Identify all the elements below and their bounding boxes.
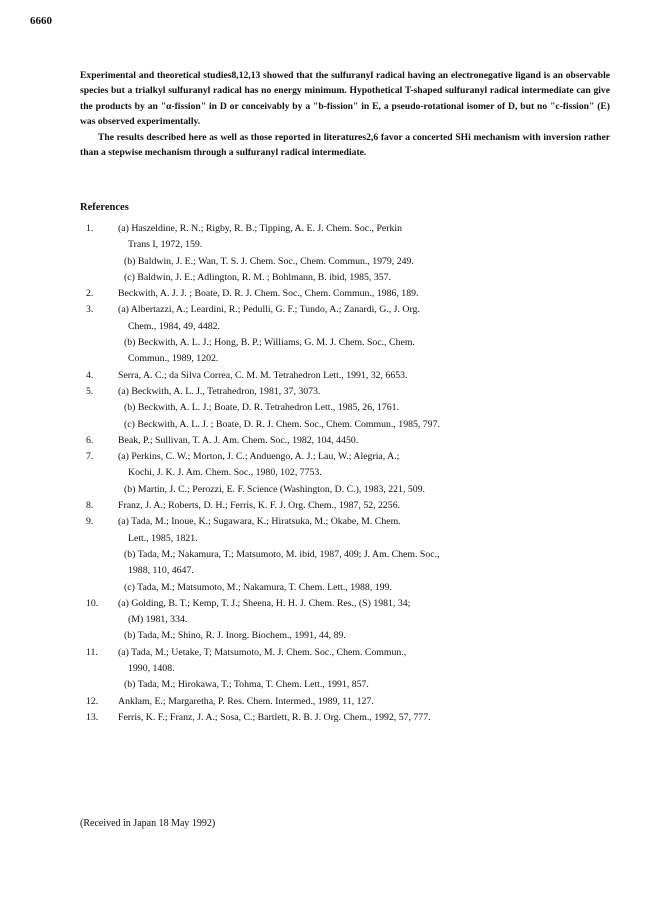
reference-line: (c) Tada, M.; Matsumoto, M.; Nakamura, T. Chem. Lett., 1988, 199. bbox=[124, 581, 392, 593]
reference-number: 8. bbox=[86, 500, 94, 512]
reference-line: Beckwith, A. J. J. ; Boate, D. R. J. Chem. Soc., Chem. Commun., 1986, 189. bbox=[118, 288, 419, 300]
reference-number: 1. bbox=[86, 223, 94, 234]
reference-number: 13. bbox=[86, 711, 99, 723]
reference-line: (b) Tada, M.; Hirokawa, T.; Tohma, T. Chem. Lett., 1991, 857. bbox=[124, 679, 369, 691]
reference-line: Anklam, E.; Margaretha, P. Res. Chem. Intermed., 1989, 11, 127. bbox=[118, 695, 374, 707]
reference-line: 1988, 110, 4647. bbox=[128, 565, 194, 577]
reference-line: (c) Beckwith, A. L. J. ; Boate, D. R. J. Chem. Soc., Chem. Commun., 1985, 797. bbox=[124, 418, 440, 430]
reference-number: 4. bbox=[86, 369, 94, 381]
reference-number: 11. bbox=[86, 646, 98, 658]
reference-line: (a) Haszeldine, R. N.; Rigby, R. B.; Tipping, A. E. J. Chem. Soc., Perkin bbox=[118, 223, 403, 234]
reference-line: (c) Baldwin, J. E.; Adlington, R. M. ; Bohlmann, B. ibid, 1985, 357. bbox=[124, 271, 391, 283]
reference-line: Lett., 1985, 1821. bbox=[128, 532, 198, 544]
reference-line: 1990, 1408. bbox=[128, 663, 175, 675]
reference-number: 6. bbox=[86, 434, 94, 446]
reference-line: (a) Perkins, C. W.; Morton, J. C.; Anduengo, A. J.; Lau, W.; Alegria, A.; bbox=[118, 451, 400, 463]
reference-line: Trans I, 1972, 159. bbox=[128, 239, 203, 251]
reference-item bbox=[80, 645, 640, 694]
reference-line: (b) Beckwith, A. L. J.; Hong, B. P.; Williams, G. M. J. Chem. Soc., Chem. bbox=[124, 337, 415, 349]
reference-item bbox=[80, 302, 640, 367]
reference-number: 7. bbox=[86, 451, 94, 463]
reference-item bbox=[80, 710, 640, 726]
reference-line: (b) Martin, J. C.; Perozzi, E. F. Science (Washington, D. C.), 1983, 221, 509. bbox=[124, 483, 426, 495]
paragraph-1: Experimental and theoretical studies8,12,13 showed that the sulfuranyl radical having an electronegative ligand is an observable species but a trialkyl sulfuranyl radical has no energy minimum. Hypothetical T-shaped sulfuranyl radical intermediate can give the products by an "α-fission" in D or conceivably by a "b-fission" in E, a pseudo-rotational isomer of D, but no "c-fission" (E) was observed experimentally. bbox=[80, 70, 610, 128]
reference-number: 9. bbox=[86, 516, 94, 528]
reference-item bbox=[80, 498, 640, 514]
reference-line: Chem., 1984, 49, 4482. bbox=[128, 320, 220, 332]
references-heading: References bbox=[80, 202, 129, 213]
page-number: 6660 bbox=[30, 15, 52, 27]
reference-line: Ferris, K. F.; Franz, J. A.; Sosa, C.; Bartlett, R. B. J. Org. Chem., 1992, 57, 777. bbox=[118, 711, 431, 723]
reference-item bbox=[80, 514, 640, 595]
reference-item bbox=[80, 286, 640, 302]
reference-item bbox=[80, 433, 640, 449]
reference-line: Franz, J. A.; Roberts, D. H.; Ferris, K. F. J. Org. Chem., 1987, 52, 2256. bbox=[118, 500, 401, 512]
reference-line: (b) Baldwin, J. E.; Wan, T. S. J. Chem. Soc., Chem. Commun., 1979, 249. bbox=[124, 255, 414, 267]
received-date: (Received in Japan 18 May 1992) bbox=[80, 818, 216, 829]
reference-number: 5. bbox=[86, 385, 94, 397]
reference-line: (a) Golding, B. T.; Kemp, T. J.; Sheena, H. H. J. Chem. Res., (S) 1981, 34; bbox=[118, 597, 411, 609]
reference-line: Beak, P.; Sullivan, T. A. J. Am. Chem. Soc., 1982, 104, 4450. bbox=[118, 434, 359, 446]
reference-item bbox=[80, 596, 640, 645]
reference-number: 12. bbox=[86, 695, 99, 707]
reference-number: 2. bbox=[86, 288, 94, 300]
reference-item bbox=[80, 694, 640, 710]
reference-number: 10. bbox=[86, 597, 99, 609]
reference-line: (a) Tada, M.; Inoue, K.; Sugawara, K.; Hiratsuka, M.; Okabe, M. Chem. bbox=[118, 516, 401, 528]
reference-line: (M) 1981, 334. bbox=[128, 614, 188, 626]
body-text bbox=[80, 68, 610, 160]
reference-line: (a) Albertazzi, A.; Leardini, R.; Pedulli, G. F.; Tundo, A.; Zanardi, G., J. Org. bbox=[118, 304, 420, 316]
reference-item bbox=[80, 449, 640, 498]
reference-number: 3. bbox=[86, 304, 94, 316]
reference-line: (a) Beckwith, A. L. J., Tetrahedron, 1981, 37, 3073. bbox=[118, 385, 321, 397]
reference-item bbox=[80, 221, 640, 286]
reference-line: Kochi, J. K. J. Am. Chem. Soc., 1980, 102, 7753. bbox=[128, 467, 322, 479]
reference-item bbox=[80, 368, 640, 384]
reference-line: Serra, A. C.; da Silva Correa, C. M. M. Tetrahedron Lett., 1991, 32, 6653. bbox=[118, 369, 408, 381]
paragraph-2: The results described here as well as those reported in literatures2,6 favor a concerted SHi mechanism with inversion rather than a stepwise mechanism through a sulfuranyl radical intermediate. bbox=[80, 131, 610, 159]
reference-line: (b) Tada, M.; Shino, R. J. Inorg. Biochem., 1991, 44, 89. bbox=[124, 630, 346, 642]
reference-line: Commun., 1989, 1202. bbox=[128, 353, 219, 365]
reference-item bbox=[80, 384, 640, 433]
reference-line: (a) Tada, M.; Uetake, T; Matsumoto, M. J. Chem. Soc., Chem. Commun., bbox=[118, 646, 407, 658]
reference-list bbox=[80, 221, 640, 726]
reference-line: (b) Beckwith, A. L. J.; Boate, D. R. Tetrahedron Lett., 1985, 26, 1761. bbox=[124, 402, 400, 414]
reference-line: (b) Tada, M.; Nakamura, T.; Matsumoto, M. ibid, 1987, 409; J. Am. Chem. Soc., bbox=[124, 548, 440, 560]
